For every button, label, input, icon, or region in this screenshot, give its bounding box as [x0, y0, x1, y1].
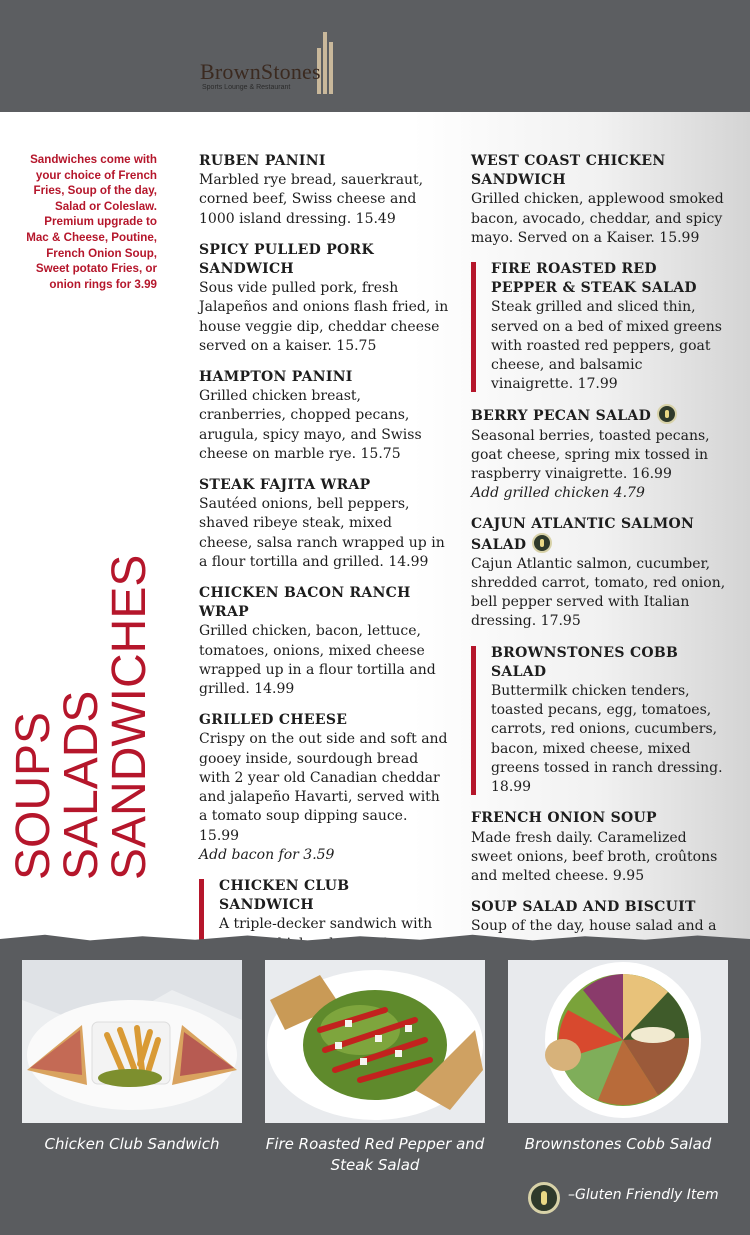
- menu-item-title: SPICY PULLED PORK SANDWICH: [199, 241, 374, 278]
- section-title-salads: SALADS: [55, 690, 108, 880]
- logo-subtitle: Sports Lounge & Restaurant: [202, 84, 291, 91]
- menu-item-description: Sous vide pulled pork, fresh Jalapeños and onions flash fried, in house veggie dip, cheddar cheese served on a kaiser. 15.75: [199, 280, 449, 354]
- menu-item-name: [491, 260, 726, 298]
- menu-item-title: SOUP SALAD AND BISCUIT: [471, 899, 696, 916]
- menu-item-description: Cajun Atlantic salmon, cucumber, shredded carrot, tomato, red onion, bell pepper served with Italian dressing. 17.95: [471, 555, 726, 630]
- menu-item-addon: Add grilled chicken 4.79: [471, 485, 645, 502]
- menu-item-description: Steak grilled and sliced thin, served on a bed of mixed greens with roasted red peppers, goat cheese, and balsamic vinaigrette. 17.99: [491, 299, 722, 393]
- menu-item-description: Grilled chicken, applewood smoked bacon, avocado, cheddar, and spicy mayo. Served on a Kaiser. 15.99: [471, 191, 724, 246]
- photo-caption-3: Brownstones Cobb Salad: [524, 1135, 712, 1153]
- gluten-friendly-icon: [657, 404, 677, 424]
- logo-name: BrownStones: [200, 59, 321, 84]
- menu-item-title: BERRY PECAN SALAD: [471, 408, 652, 425]
- gluten-legend-text: –Gluten Friendly Item: [568, 1187, 719, 1203]
- menu-item: [199, 584, 449, 699]
- menu-column-right: [471, 152, 726, 968]
- menu-item-name: [471, 515, 726, 554]
- menu-item-title: BROWNSTONES COBB SALAD: [491, 644, 679, 680]
- menu-item-description: Grilled chicken breast, cranberries, chopped pecans, arugula, spicy mayo, and Swiss cheese on marble rye. 15.75: [199, 388, 422, 462]
- menu-item-description: Sautéed onions, bell peppers, shaved ribeye steak, mixed cheese, salsa ranch wrapped up in a flour tortilla and grilled. 14.99: [199, 496, 445, 570]
- menu-item-name: [199, 241, 449, 279]
- menu-item: [471, 152, 726, 248]
- menu-item-title: GRILLED CHEESE: [199, 712, 348, 729]
- menu-item: [471, 515, 726, 631]
- menu-item: [199, 152, 449, 229]
- menu-item-name: [199, 711, 449, 730]
- menu-item-name: [219, 877, 449, 915]
- gluten-legend: [528, 1182, 743, 1212]
- menu-item-description: Soup of the day, house salad and a: [471, 918, 717, 935]
- menu-item-name: [471, 152, 726, 190]
- menu-item-title: FRENCH ONION SOUP: [471, 810, 657, 827]
- menu-item-title: CHICKEN BACON RANCH WRAP: [199, 585, 411, 621]
- menu-item-description: Made fresh daily. Caramelized sweet onions, beef broth, croûtons and melted cheese. 9.95: [471, 829, 718, 884]
- menu-column-left: [199, 152, 449, 1043]
- menu-item-description: Marbled rye bread, sauerkraut, corned beef, Swiss cheese and 1000 island dressing. 15.49: [199, 172, 424, 227]
- menu-item-name: [471, 898, 726, 917]
- menu-item-addon: Add bacon for 3.59: [199, 846, 335, 863]
- menu-item-name: [471, 809, 726, 828]
- menu-item-title: CHICKEN CLUB SANDWICH: [219, 877, 350, 914]
- menu-item: [199, 476, 449, 572]
- menu-item: [199, 711, 449, 865]
- salad-photo: [265, 960, 485, 1123]
- menu-item-description: Crispy on the out side and soft and gooey inside, sourdough bread with 2 year old Canadian cheddar and jalapeño Havarti, served with a tomato soup dipping sauce. 15.99: [199, 731, 448, 844]
- gluten-friendly-icon: [532, 533, 552, 553]
- sides-note: Sandwiches come with your choice of French Fries, Soup of the day, Salad or Coleslaw. Premium upgrade to Mac & Cheese, Poutine, French Onion Soup, Sweet potato Fries, or onion rings for 3.99: [26, 153, 157, 291]
- menu-item-name: [199, 584, 449, 622]
- menu-item: [471, 809, 726, 886]
- menu-item: [471, 644, 726, 798]
- menu-item-description: Seasonal berries, toasted pecans, goat cheese, spring mix tossed in raspberry vinaigrette. 16.99: [471, 427, 710, 483]
- menu-item-name: [491, 644, 726, 682]
- menu-item-title: STEAK FAJITA WRAP: [199, 477, 371, 494]
- menu-item-name: [199, 152, 449, 171]
- menu-item: [471, 406, 726, 503]
- sandwich-photo: [22, 960, 242, 1123]
- photo-caption-2: Fire Roasted Red Pepper and Steak Salad: [265, 1135, 485, 1174]
- menu-item-title: CAJUN ATLANTIC SALMON SALAD: [471, 516, 695, 553]
- section-title-soups: SOUPS: [7, 711, 60, 880]
- menu-item-title: FIRE ROASTED RED PEPPER & STEAK SALAD: [491, 261, 697, 297]
- section-title-sandwiches: SANDWICHES: [103, 554, 156, 880]
- menu-item: [471, 260, 726, 394]
- menu-item-title: WEST COAST CHICKEN SANDWICH: [471, 153, 666, 189]
- menu-item-description: A triple-decker sandwich with: [219, 916, 433, 933]
- menu-item-description: Buttermilk chicken tenders, toasted pecans, egg, tomatoes, carrots, red onions, cucumbers, bacon, mixed cheese, mixed greens tossed in ranch dressing. 18.99: [491, 683, 723, 796]
- menu-item-name: [199, 476, 449, 495]
- header-band: [0, 0, 750, 112]
- menu-item-description: Grilled chicken, bacon, lettuce, tomatoes, onions, mixed cheese wrapped up in a flour tortilla and grilled. 14.99: [199, 623, 436, 698]
- gluten-friendly-icon: [528, 1182, 560, 1214]
- menu-item-name: [471, 406, 726, 426]
- section-title: [7, 525, 160, 880]
- logo: [200, 32, 360, 98]
- menu-item-title: HAMPTON PANINI: [199, 369, 353, 386]
- menu-item: [199, 241, 449, 356]
- menu-item: [199, 368, 449, 464]
- menu-item-title: RUBEN PANINI: [199, 153, 326, 169]
- menu-item-name: [199, 368, 449, 387]
- photo-caption-1: Chicken Club Sandwich: [44, 1135, 220, 1153]
- cobb-salad-photo: [508, 960, 728, 1123]
